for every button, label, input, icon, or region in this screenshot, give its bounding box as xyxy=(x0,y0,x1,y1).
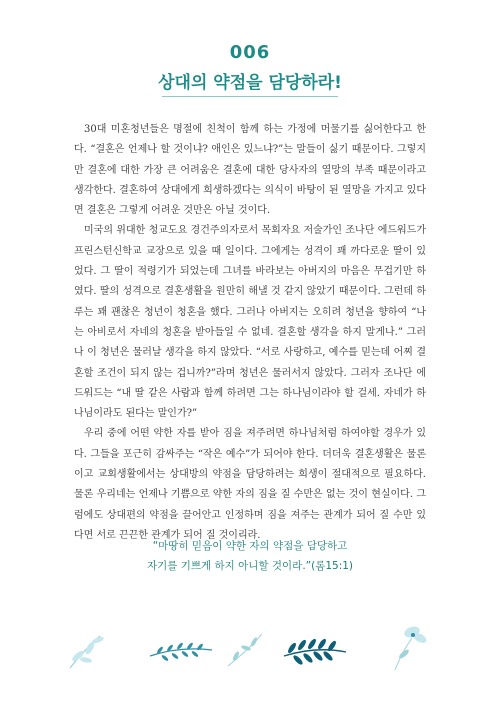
chapter-number: 006 xyxy=(229,42,271,63)
leaf-sprig-icon xyxy=(70,636,104,668)
branch-sprig-icon xyxy=(228,634,262,666)
flower-sprig-icon xyxy=(395,625,428,670)
body-text xyxy=(74,120,426,546)
scripture-quote xyxy=(0,536,500,576)
quote-line-2: 자기를 기쁘게 하지 아니할 것이라.”(롬15:1) xyxy=(146,560,354,572)
dense-leaf-sprig-icon xyxy=(284,638,346,666)
quote-line-1: “마땅히 믿음이 약한 자의 약점을 담당하고 xyxy=(152,540,348,552)
paragraph-3: 우리 중에 어떤 약한 자를 받아 짐을 져주려면 하나님처럼 하여야할 경우가 있다. 그들을 포근히 감싸주는 “작은 예수”가 되어야 한다. 더더욱 결혼생활은 물론이고 교회생활에서는 상대방의 약점을 담당하려는 희생이 절대적으로 필요하다. 물론 우리네는 언제나 기쁨으로 약한 자의 짐을 질 수만은 없는 것이 현실이다. 그럼에도 상대편의 약점을 끌어안고 인정하며 짐을 져주는 관계가 되어 질 수만 있다면 서로 끈끈한 관계가 되어 질 것이리라. xyxy=(74,428,426,541)
chapter-title: 상대의 약점을 담당하라! xyxy=(158,73,342,93)
fern-sprig-icon xyxy=(150,642,212,662)
paragraph-2: 미국의 위대한 청교도요 경건주의자로서 목회자요 저술가인 조나단 에드워드가 프린스턴신학교 교장으로 있을 때 일이다. 그에게는 성격이 꽤 까다로운 딸이 있었다. 그 딸이 적령기가 되었는데 그녀를 바라보는 아버지의 마음은 무겁기만 하였다. 딸의 성격으로 결혼생활을 원만히 해낼 것 같지 않았기 때문이다. 그런데 하루는 꽤 괜찮은 청년이 청혼을 했다. 그러나 아버지는 오히려 청년을 향하여 “나는 아비로서 자네의 청혼을 받아들일 수 없네. 결혼할 생각을 하지 말게나.” 그러나 이 청년은 물러날 생각을 하지 않았다. “서로 사랑하고, 예수를 믿는데 어찌 결혼할 조건이 되지 않는 겁니까?”라며 청년은 물러서지 않았다. 그러자 조나단 에드워드는 “내 딸 같은 사람과 함께 하려면 그는 하나님이라야 할 걸세. 자네가 하나님이라도 된다는 말인가?” xyxy=(74,225,426,420)
title-underline xyxy=(162,96,338,97)
paragraph-1: 30대 미혼청년들은 명절에 친척이 함께 하는 가정에 머물기를 싫어한다고 한다. “결혼은 언제나 할 것이냐? 애인은 있느냐?”는 말들이 싫기 때문이다. 그렇지만 결혼에 대한 가장 큰 어려움은 결혼에 대한 당사자의 열망의 부족 때문이라고 생각한다. 결혼하여 상대에게 희생하겠다는 의식이 바탕이 된 열망을 가지고 있다면 결혼은 그렇게 어려운 것만은 아닐 것이다. xyxy=(74,124,426,217)
botanical-leaves-icon xyxy=(0,608,500,678)
